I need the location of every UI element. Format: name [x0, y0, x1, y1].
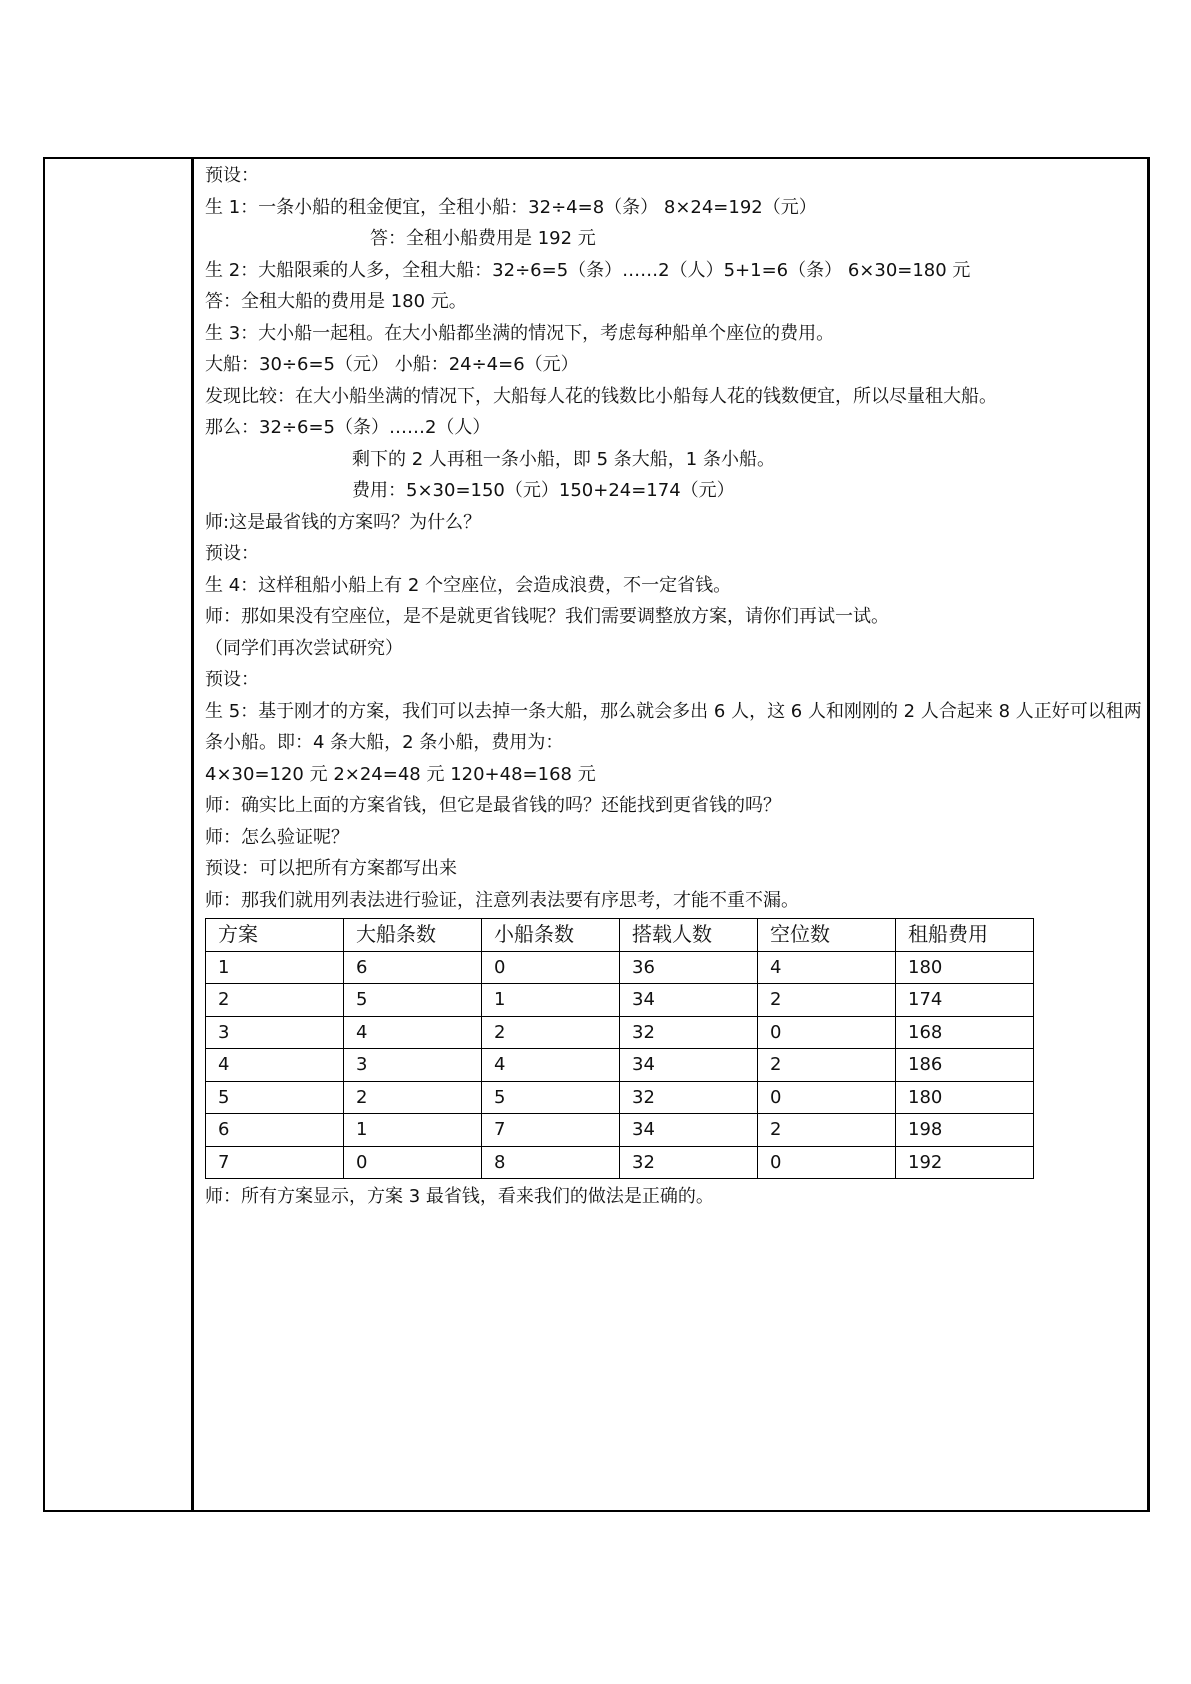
table-cell: 1	[344, 1114, 482, 1147]
text-line: 师：怎么验证呢？	[205, 826, 349, 848]
text-line: 生 2：大船限乘的人多，全租大船：32÷6=5（条）……2（人）5+1=6（条） 6×30=180 元	[205, 259, 971, 281]
text-line: 答：全租大船的费用是 180 元。	[205, 291, 467, 312]
text-line: 生 4：这样租船小船上有 2 个空座位，会造成浪费，不一定省钱。	[205, 574, 732, 596]
table-row	[206, 951, 1034, 984]
table-header-cell: 搭载人数	[620, 919, 758, 952]
table-cell: 3	[206, 1016, 344, 1049]
text-line: 发现比较：在大小船坐满的情况下，大船每人花的钱数比小船每人花的钱数便宜，所以尽量租大船。	[205, 385, 997, 407]
table-cell: 192	[896, 1146, 1034, 1179]
table-cell: 0	[758, 1146, 896, 1179]
table-cell: 0	[758, 1016, 896, 1049]
table-cell: 6	[344, 951, 482, 984]
text-line: 师：那如果没有空座位，是不是就更省钱呢？我们需要调整放方案，请你们再试一试。	[205, 606, 889, 627]
table-header-row	[206, 919, 1034, 952]
table-cell: 168	[896, 1016, 1034, 1049]
column-divider	[191, 157, 194, 1512]
table-cell: 8	[482, 1146, 620, 1179]
text-line: 费用：5×30=150（元）150+24=174（元）	[352, 480, 735, 501]
table-cell: 186	[896, 1049, 1034, 1082]
text-line: 剩下的 2 人再租一条小船，即 5 条大船，1 条小船。	[352, 448, 775, 470]
table-header-cell: 方案	[206, 919, 344, 952]
table-cell: 4	[758, 951, 896, 984]
table-cell: 0	[758, 1081, 896, 1114]
text-line: 大船：30÷6=5（元） 小船：24÷4=6（元）	[205, 354, 579, 375]
text-line: （同学们再次尝试研究）	[205, 637, 403, 659]
table-header-cell: 大船条数	[344, 919, 482, 952]
table-cell: 32	[620, 1146, 758, 1179]
text-line: 4×30=120 元 2×24=48 元 120+48=168 元	[205, 763, 596, 785]
conclusion-line: 师：所有方案显示，方案 3 最省钱，看来我们的做法是正确的。	[205, 1186, 714, 1207]
table-cell: 7	[206, 1146, 344, 1179]
table-cell: 4	[344, 1016, 482, 1049]
text-line: 预设：	[205, 165, 259, 186]
text-line: 预设：可以把所有方案都写出来	[205, 858, 457, 879]
table-row	[206, 1146, 1034, 1179]
table-row	[206, 1049, 1034, 1082]
table-cell: 198	[896, 1114, 1034, 1147]
text-line: 师:这是最省钱的方案吗？为什么？	[205, 511, 482, 533]
table-row	[206, 1016, 1034, 1049]
table-cell: 180	[896, 951, 1034, 984]
table-cell: 2	[482, 1016, 620, 1049]
plan-table	[205, 918, 1034, 1179]
table-cell: 32	[620, 1081, 758, 1114]
text-line: 预设：	[205, 669, 259, 690]
table-cell: 2	[758, 984, 896, 1017]
table-cell: 2	[206, 984, 344, 1017]
text-line: 生 1：一条小船的租金便宜，全租小船：32÷4=8（条） 8×24=192（元）	[205, 196, 817, 218]
table-cell: 2	[758, 1114, 896, 1147]
table-cell: 4	[482, 1049, 620, 1082]
lesson-content	[205, 160, 1145, 1213]
text-line: 预设：	[205, 543, 259, 564]
table-cell: 4	[206, 1049, 344, 1082]
table-cell: 0	[344, 1146, 482, 1179]
table-cell: 2	[758, 1049, 896, 1082]
table-header-cell: 小船条数	[482, 919, 620, 952]
table-cell: 5	[482, 1081, 620, 1114]
table-cell: 6	[206, 1114, 344, 1147]
text-line: 师：那我们就用列表法进行验证，注意列表法要有序思考，才能不重不漏。	[205, 889, 799, 911]
table-cell: 32	[620, 1016, 758, 1049]
table-cell: 34	[620, 1114, 758, 1147]
table-cell: 0	[482, 951, 620, 984]
table-cell: 1	[206, 951, 344, 984]
table-header-cell: 空位数	[758, 919, 896, 952]
table-row	[206, 1114, 1034, 1147]
table-cell: 5	[344, 984, 482, 1017]
table-cell: 7	[482, 1114, 620, 1147]
table-cell: 34	[620, 1049, 758, 1082]
table-cell: 1	[482, 984, 620, 1017]
table-header-cell: 租船费用	[896, 919, 1034, 952]
table-cell: 174	[896, 984, 1034, 1017]
text-line: 师：确实比上面的方案省钱，但它是最省钱的吗？还能找到更省钱的吗？	[205, 795, 781, 816]
text-paragraph: 生 5：基于刚才的方案，我们可以去掉一条大船，那么就会多出 6 人，这 6 人和刚刚的 2 人合起来 8 人正好可以租两条小船。即：4 条大船，2 条小船，费用为：	[205, 700, 1142, 753]
table-cell: 3	[344, 1049, 482, 1082]
table-cell: 36	[620, 951, 758, 984]
table-cell: 180	[896, 1081, 1034, 1114]
text-line: 答：全租小船费用是 192 元	[370, 228, 596, 249]
text-line: 生 3：大小船一起租。在大小船都坐满的情况下，考虑每种船单个座位的费用。	[205, 322, 835, 344]
table-cell: 2	[344, 1081, 482, 1114]
table-row	[206, 1081, 1034, 1114]
text-line: 那么：32÷6=5（条）……2（人）	[205, 417, 491, 438]
table-row	[206, 984, 1034, 1017]
table-cell: 5	[206, 1081, 344, 1114]
table-cell: 34	[620, 984, 758, 1017]
